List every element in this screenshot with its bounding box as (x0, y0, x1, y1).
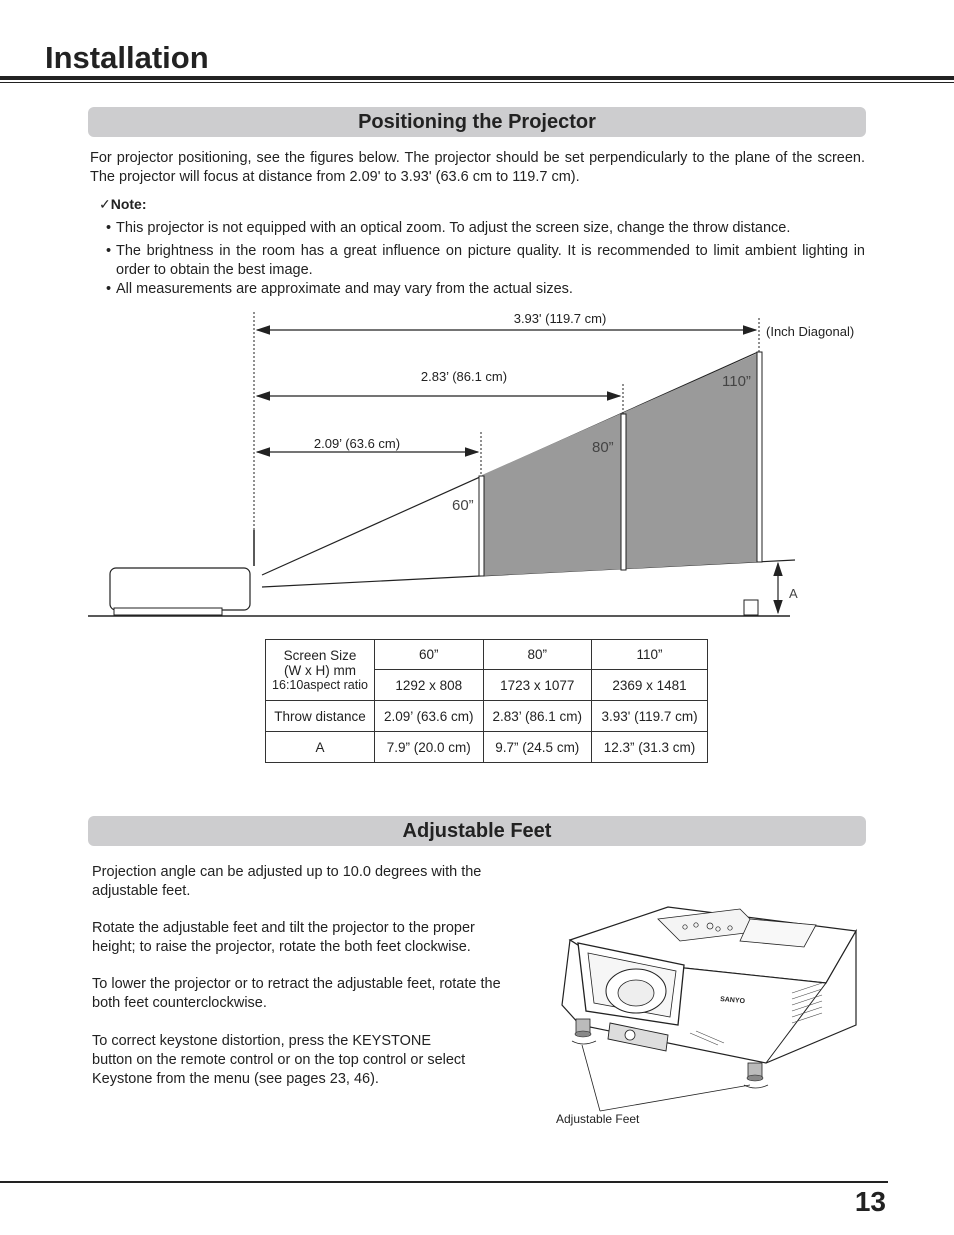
note-bullet: • This projector is not equipped with an optical zoom. To adjust the screen size, change the throw distance. (106, 219, 866, 238)
screen-80 (621, 414, 626, 570)
feet-paragraph: Rotate the adjustable feet and tilt the projector to the proper height; to raise the projector, rotate the both feet clockwise. (92, 920, 475, 955)
screen-110 (757, 352, 762, 562)
image-area-60-80 (482, 413, 622, 576)
table-cell: 12.3” (31.3 cm) (592, 732, 708, 763)
page-number: 13 (854, 1186, 886, 1217)
note-bullet: • The brightness in the room has a great influence on picture quality. It is recommended to limit ambient lighting in order to obtain the best image. (106, 243, 865, 278)
screen-60 (479, 476, 484, 576)
header-rule-thin (0, 82, 954, 83)
check-icon: ✓ (99, 196, 111, 212)
adjustable-foot-right (744, 1063, 768, 1088)
size-label-110: 110” (722, 373, 751, 390)
section-heading-positioning: Positioning the Projector (88, 107, 866, 137)
note-text: The brightness in the room has a great influence on picture quality. It is recommended to limit ambient lighting in order to obtain the best image. (116, 243, 865, 278)
page-title: Installation (45, 40, 209, 75)
header-rule (0, 76, 954, 80)
table-row-header: A (266, 732, 375, 763)
projector-illustration (540, 895, 870, 1135)
dimension-label-110: 3.93' (119.7 cm) (513, 311, 607, 326)
table-row-header: Throw distance (266, 701, 375, 732)
note-bullet: • All measurements are approximate and may vary from the actual sizes. (106, 280, 866, 299)
table-row-header: Screen Size (W x H) mm 16:10aspect ratio (266, 640, 375, 701)
intro-paragraph: For projector positioning, see the figures below. The projector should be set perpendicularly to the plane of the screen. The projector will focus at distance from 2.09' to 3.93' (63.6 cm to 119.7 cm). (90, 150, 865, 185)
feet-paragraph: To lower the projector or to retract the adjustable feet, rotate the both feet counterclockwise. (92, 976, 501, 1011)
note-text: All measurements are approximate and may vary from the actual sizes. (116, 281, 573, 297)
illustration-caption: Adjustable Feet (556, 1112, 640, 1126)
brand-label: SANYO (719, 996, 746, 1006)
table-cell: 2369 x 1481 (592, 670, 708, 701)
table-cell: 110” (592, 640, 708, 670)
footer-rule (0, 1181, 888, 1183)
table-cell: 80” (483, 640, 592, 670)
dimension-label-80: 2.83’ (86.1 cm) (420, 369, 508, 384)
table-cell: 1723 x 1077 (483, 670, 592, 701)
dimension-label-60: 2.09’ (63.6 cm) (313, 436, 401, 451)
table-cell: 7.9” (20.0 cm) (375, 732, 484, 763)
screen-size-table (265, 639, 708, 763)
note-text: This projector is not equipped with an optical zoom. To adjust the screen size, change the throw distance. (116, 220, 791, 236)
table-cell: 3.93' (119.7 cm) (592, 701, 708, 732)
note-heading (99, 196, 147, 213)
feet-paragraph: Projection angle can be adjusted up to 10.0 degrees with the adjustable feet. (92, 864, 482, 899)
size-label-60: 60” (452, 497, 474, 514)
height-a-label: A (789, 586, 798, 601)
projector-body (110, 568, 250, 610)
projector-base (114, 608, 222, 615)
table-cell: 2.83’ (86.1 cm) (483, 701, 592, 732)
table-cell: 60” (375, 640, 484, 670)
height-a-marker (744, 600, 758, 615)
keystone-paragraph: To correct keystone distortion, press the KEYSTONE button on the remote control or on the top control or select Keystone from the menu (see pages 23, 46). (92, 1033, 466, 1087)
throw-distance-diagram (0, 300, 954, 630)
inch-diagonal-label: (Inch Diagonal) (766, 324, 855, 339)
table-cell: 1292 x 808 (375, 670, 484, 701)
note-label: Note: (110, 196, 147, 212)
size-label-80: 80” (592, 439, 614, 456)
table-cell: 9.7” (24.5 cm) (483, 732, 592, 763)
section-heading-adjustable-feet: Adjustable Feet (88, 816, 866, 846)
table-cell: 2.09’ (63.6 cm) (375, 701, 484, 732)
